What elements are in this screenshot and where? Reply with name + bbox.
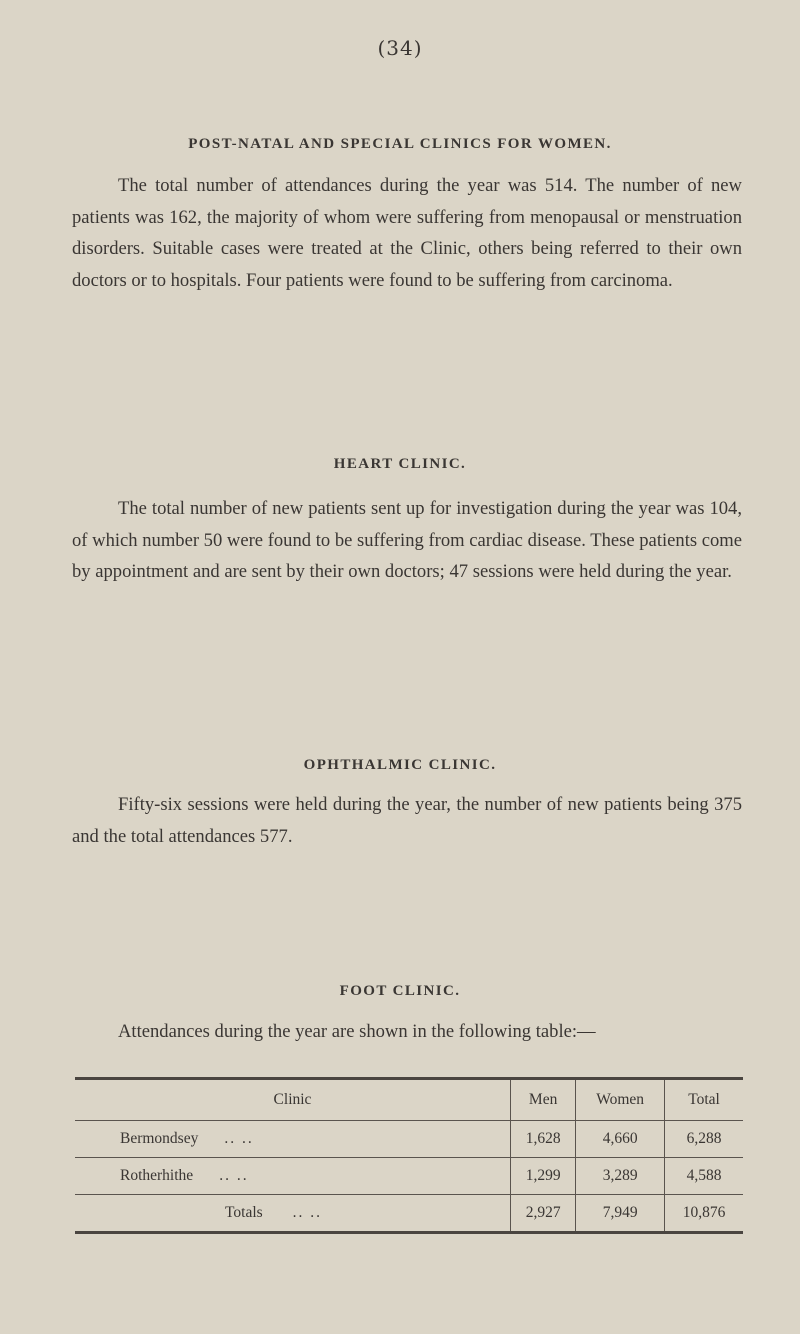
page-number: (34) bbox=[377, 36, 423, 60]
row-label bbox=[75, 1195, 511, 1233]
table-row bbox=[75, 1158, 743, 1195]
cell-men: 1,299 bbox=[511, 1158, 576, 1195]
table-row-totals bbox=[75, 1195, 743, 1233]
foot-clinic-table bbox=[75, 1077, 743, 1234]
postnatal-paragraph bbox=[72, 170, 742, 296]
clinic-name: Bermondsey bbox=[120, 1130, 199, 1147]
cell-total: 4,588 bbox=[665, 1158, 743, 1195]
foot-paragraph bbox=[72, 1016, 742, 1048]
foot-text: Attendances during the year are shown in the following table:— bbox=[118, 1021, 596, 1042]
cell-women: 4,660 bbox=[576, 1121, 665, 1158]
cell-total: 6,288 bbox=[665, 1121, 743, 1158]
cell-total: 10,876 bbox=[665, 1195, 743, 1233]
leader-dots: .. .. bbox=[219, 1167, 249, 1184]
clinic-name: Rotherhithe bbox=[120, 1167, 194, 1184]
row-label bbox=[75, 1121, 511, 1158]
ophthalmic-text: Fifty-six sessions were held during the year, the number of new patients being 375 and the total attendances 577. bbox=[72, 794, 742, 847]
header-women: Women bbox=[576, 1079, 665, 1121]
table-header-row bbox=[75, 1079, 743, 1121]
ophthalmic-paragraph bbox=[72, 789, 742, 852]
row-label bbox=[75, 1158, 511, 1195]
leader-dots: .. .. bbox=[224, 1130, 254, 1147]
table-row bbox=[75, 1121, 743, 1158]
heart-heading: HEART CLINIC. bbox=[333, 456, 467, 472]
header-clinic: Clinic bbox=[75, 1079, 511, 1121]
ophthalmic-heading: OPHTHALMIC CLINIC. bbox=[303, 757, 497, 773]
totals-label: Totals bbox=[225, 1204, 263, 1221]
foot-heading: FOOT CLINIC. bbox=[339, 983, 461, 999]
cell-men: 1,628 bbox=[511, 1121, 576, 1158]
heart-text: The total number of new patients sent up for investigation during the year was 104, of which number 50 were found to be suffering from cardiac disease. These patients come by appointment and are sent by their own doctors; 47 sessions were held during the year. bbox=[72, 498, 743, 582]
heart-paragraph bbox=[72, 493, 742, 588]
leader-dots: .. .. bbox=[292, 1204, 323, 1221]
header-total: Total bbox=[665, 1079, 743, 1121]
cell-women: 3,289 bbox=[576, 1158, 665, 1195]
cell-women: 7,949 bbox=[576, 1195, 665, 1233]
cell-men: 2,927 bbox=[511, 1195, 576, 1233]
postnatal-text: The total number of attendances during the year was 514. The number of new patients was 162, the majority of whom were suffering from menopausal or menstruation disorders. Suitable cases were treated at the Clinic, others being referred to their own doctors or to hospitals. Four patients were found to be suffering from carcinoma. bbox=[72, 175, 742, 291]
header-men: Men bbox=[511, 1079, 576, 1121]
postnatal-heading: POST-NATAL AND SPECIAL CLINICS FOR WOMEN. bbox=[188, 136, 612, 152]
